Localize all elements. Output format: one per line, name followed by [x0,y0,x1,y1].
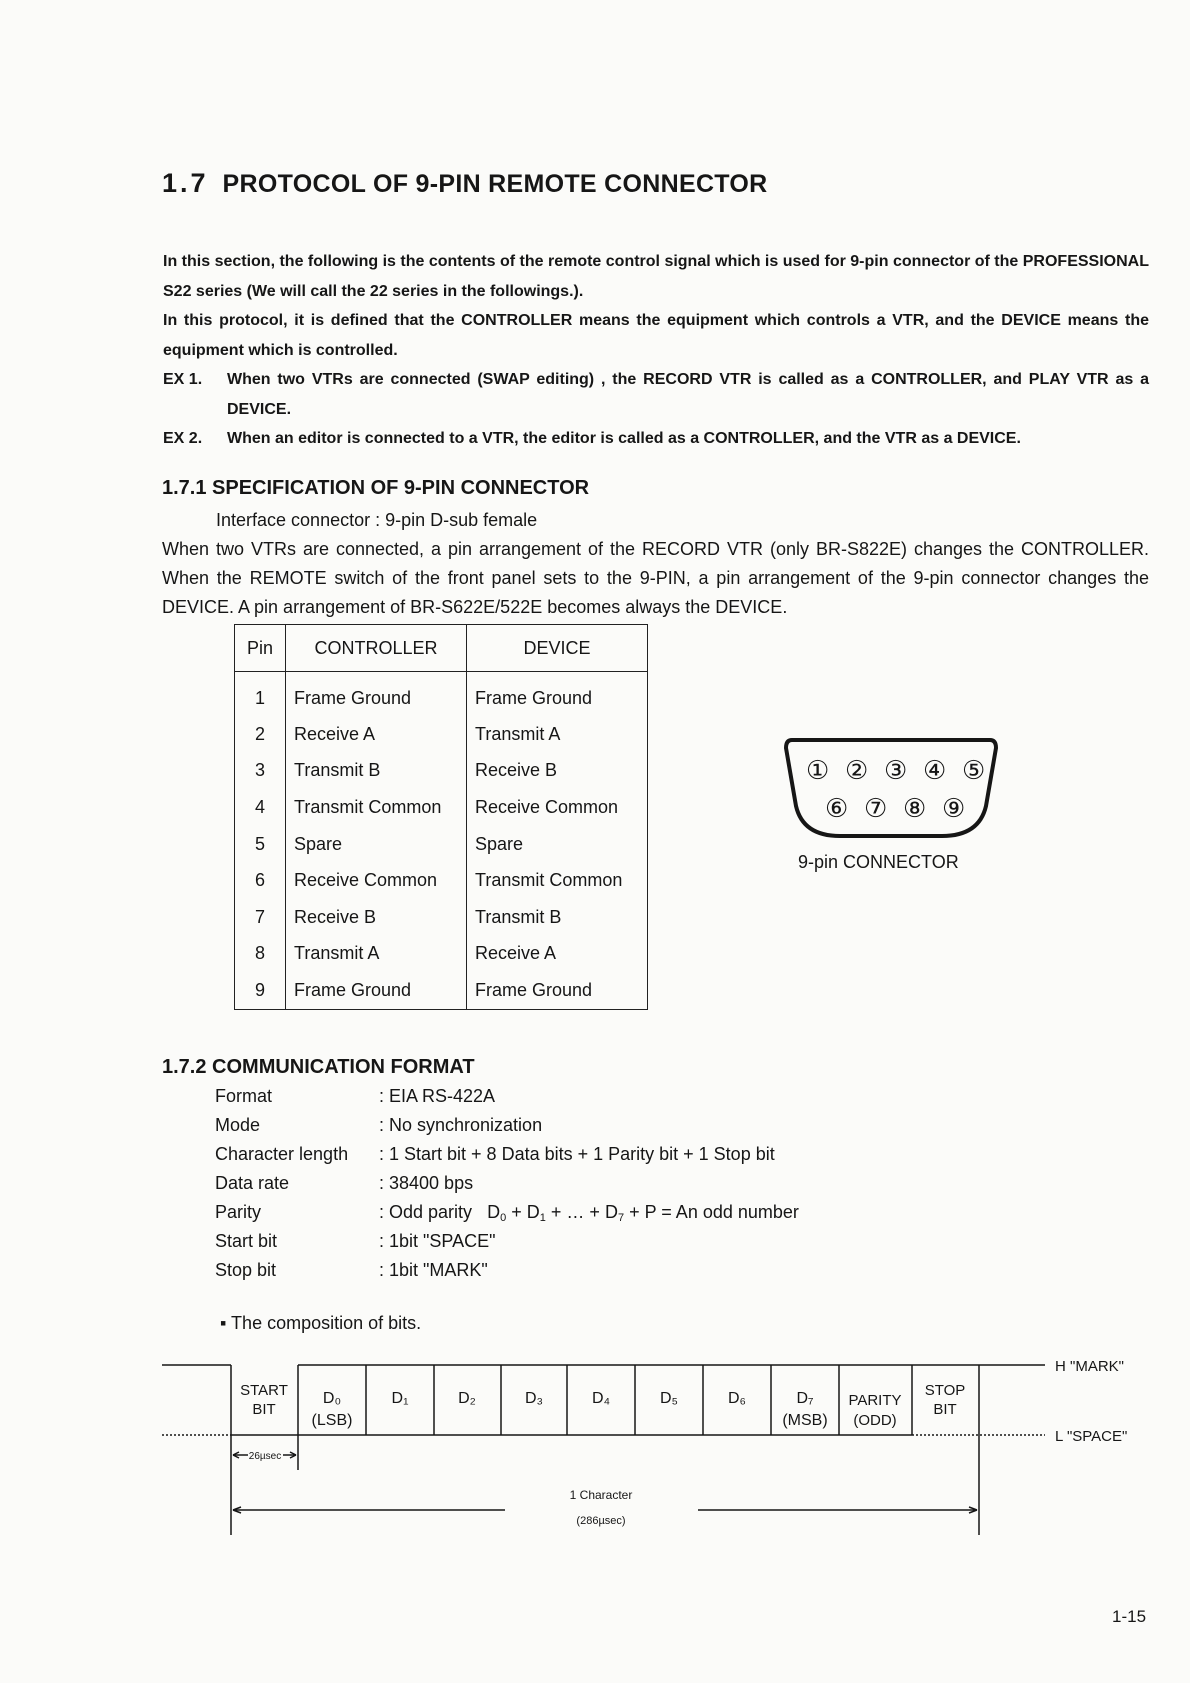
mark-label: H "MARK" [1055,1358,1124,1375]
format-key: Data rate [215,1173,290,1193]
parity-label: : Odd parity [379,1201,473,1222]
format-value: : EIA RS-422A [379,1086,496,1106]
device-cell: Transmit A [467,716,648,753]
pin-8: ⑧ [903,793,927,823]
connector-diagram [782,736,1000,840]
format-row [215,1227,799,1256]
spec-heading: 1.7.1 SPECIFICATION OF 9-PIN CONNECTOR [162,477,590,499]
device-cell: Frame Ground [467,972,648,1009]
example-2 [163,424,1149,454]
pin-number: 9 [235,972,286,1009]
controller-cell: Frame Ground [286,672,467,717]
pin-number: 3 [235,753,286,790]
pin-table [234,624,648,1010]
cell-d1: D₁ [391,1390,409,1407]
cell-d2: D₂ [458,1390,476,1407]
pin-number: 4 [235,789,286,826]
d1-subscript: 1 [539,1211,546,1224]
pin-9: ⑨ [942,793,966,823]
spec-paragraph [162,535,1149,622]
pin-2: ② [845,755,869,785]
pin-table-header [235,625,648,672]
header-controller: CONTROLLER [286,625,467,672]
controller-cell: Receive Common [286,862,467,899]
pin-3: ③ [884,755,908,785]
ellipsis: … [566,1201,585,1222]
format-row [215,1111,799,1140]
table-row [235,789,648,826]
format-key: Format [215,1086,273,1106]
example-1 [163,365,1149,424]
format-key: Mode [215,1115,261,1135]
format-row [215,1140,799,1169]
format-value: : 1 Start bit + 8 Data bits + 1 Parity bit + 1 Stop bit [379,1144,775,1164]
cell-d6: D₆ [727,1390,747,1407]
controller-cell: Receive B [286,899,467,936]
example-1-text: When two VTRs are connected (SWAP editing) , the RECORD VTR is called as a CONTROLLER, and PLAY VTR as a DEVICE. [227,371,1149,418]
intro-block [163,247,1149,454]
table-row [235,899,648,936]
cell-d0-line1: D₀ [322,1390,342,1407]
example-1-label: EX 1. [163,371,203,388]
cell-stop-line1: STOP [924,1382,966,1399]
table-row [235,862,648,899]
char-time-label: (286µsec) [576,1515,626,1527]
table-row [235,672,648,717]
cell-d7-line2: (MSB) [782,1412,828,1429]
d7-symbol: D [604,1201,618,1222]
table-row [235,936,648,973]
format-table [215,1082,799,1285]
comm-heading: 1.7.2 COMMUNICATION FORMAT [162,1056,475,1078]
char-label: 1 Character [569,1488,633,1502]
format-row [215,1256,799,1285]
cell-d0-line2: (LSB) [311,1412,353,1429]
cell-start-line2: BIT [252,1401,276,1418]
controller-cell: Transmit A [286,936,467,973]
controller-cell: Transmit B [286,753,467,790]
section-title-text: PROTOCOL OF 9-PIN REMOTE CONNECTOR [222,170,768,198]
format-key: Character length [215,1144,349,1164]
pin-number: 1 [235,672,286,717]
format-key: Stop bit [215,1260,277,1280]
device-cell: Transmit B [467,899,648,936]
format-value: : 38400 bps [379,1173,474,1193]
device-cell: Transmit Common [467,862,648,899]
pin-number: 8 [235,936,286,973]
device-cell: Spare [467,826,648,863]
connector-caption: 9-pin CONNECTOR [798,852,959,872]
plus-sign: + [589,1201,600,1222]
header-device: DEVICE [467,625,648,672]
device-cell: Receive B [467,753,648,790]
intro-paragraph-2: In this protocol, it is defined that the CONTROLLER means the equipment which controls a VTR, and the DEVICE means the equipment which is controlled. [163,312,1149,359]
table-row [235,972,648,1009]
format-key: Parity [215,1202,262,1222]
section-number: 1.7 [162,168,209,198]
format-value: : 1bit "SPACE" [379,1231,496,1251]
d0-symbol: D [487,1201,501,1222]
cell-d4: D₄ [591,1390,611,1407]
plus-sign: + [550,1201,562,1222]
format-value: : 1bit "MARK" [379,1260,488,1280]
formula-rest: + P = An odd number [629,1201,799,1222]
parity-formula [487,1202,799,1222]
bit-composition-caption: ▪ The composition of bits. [220,1313,422,1333]
format-value [379,1198,799,1227]
format-key: Start bit [215,1231,278,1251]
cell-stop-line2: BIT [933,1401,957,1418]
cell-parity-line1: PARITY [848,1392,902,1409]
spec-paragraph-text: When two VTRs are connected, a pin arrangement of the RECORD VTR (only BR-S822E) changes the CONTROLLER. When the REMOTE switch of the front panel sets to the 9-PIN, a pin arrangement of the 9-pin connector changes the DEVICE. A pin arrangement of BR-S622E/522E becomes always the DEVICE. [162,539,1149,617]
device-cell: Receive A [467,936,648,973]
bit-time-label: 26µsec [248,1451,282,1462]
device-cell: Frame Ground [467,672,648,717]
controller-cell: Transmit Common [286,789,467,826]
controller-cell: Frame Ground [286,972,467,1009]
pin-number: 6 [235,862,286,899]
table-row [235,826,648,863]
bit-timing-diagram [0,1355,1190,1535]
intro-paragraph-1: In this section, the following is the contents of the remote control signal which is used for 9-pin connector of the PROFESSIONAL S22 series (We will call the 22 series in the followings.). [163,253,1149,300]
format-row [215,1082,799,1111]
pin-number: 7 [235,899,286,936]
example-2-label: EX 2. [163,430,203,447]
table-row [235,716,648,753]
page-number: 1-15 [1112,1607,1147,1626]
format-row [215,1169,799,1198]
cell-start-line1: START [240,1382,288,1399]
d1-symbol: D [526,1201,540,1222]
pin-5: ⑤ [962,755,986,785]
pin-7: ⑦ [864,793,888,823]
interface-line: Interface connector : 9-pin D-sub female [216,510,538,530]
cell-d5: D₅ [660,1390,678,1407]
cell-parity-line2: (ODD) [853,1412,897,1429]
section-title [162,168,768,199]
header-pin: Pin [235,625,286,672]
controller-cell: Receive A [286,716,467,753]
format-value: : No synchronization [379,1115,543,1135]
space-label: L "SPACE" [1055,1428,1128,1445]
device-cell: Receive Common [467,789,648,826]
pin-6: ⑥ [825,793,849,823]
pin-4: ④ [923,755,947,785]
d7-subscript: 7 [617,1211,625,1224]
plus-sign: + [511,1201,522,1222]
cell-d3: D₃ [524,1390,544,1407]
table-row [235,753,648,790]
d0-subscript: 0 [500,1211,507,1224]
cell-d7-line1: D₇ [796,1390,814,1407]
example-2-text: When an editor is connected to a VTR, the editor is called as a CONTROLLER, and the VTR as a DEVICE. [227,430,1021,447]
format-row [215,1198,799,1227]
pin-number: 2 [235,716,286,753]
controller-cell: Spare [286,826,467,863]
pin-1: ① [806,755,830,785]
pin-number: 5 [235,826,286,863]
